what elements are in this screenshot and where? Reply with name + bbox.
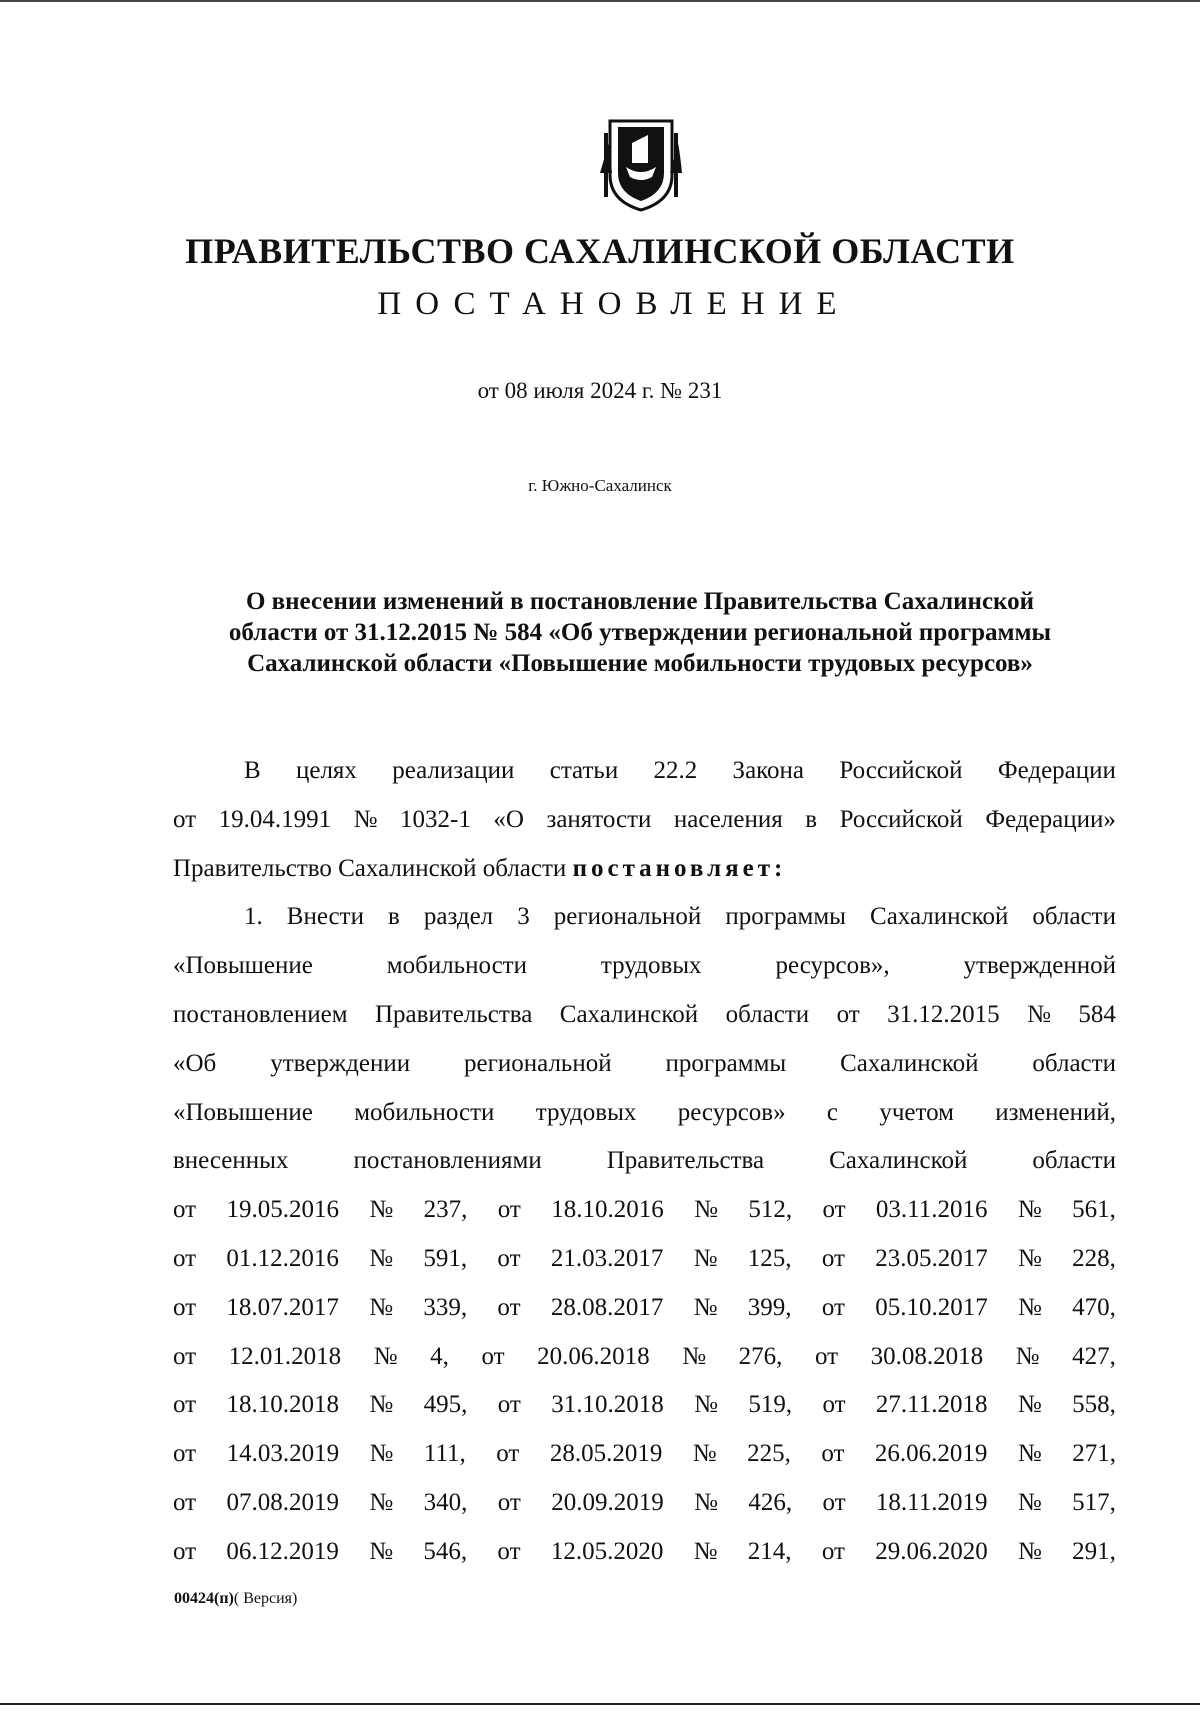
body-word: № (694, 1196, 718, 1224)
resolves-word: постановляет: (572, 854, 787, 882)
body-word: занятости (546, 805, 652, 833)
body-word: 276, (738, 1342, 783, 1370)
body-word: области (1032, 903, 1116, 931)
body-word: от (173, 1342, 197, 1370)
body-word: Внести (286, 903, 364, 931)
body-word: № (369, 1244, 394, 1272)
body-word: 291, (1072, 1537, 1116, 1565)
body-word: 519, (748, 1391, 793, 1419)
body-word: 214, (747, 1537, 792, 1565)
body-word: 21.03.2017 (550, 1244, 664, 1272)
body-word: В (244, 757, 261, 784)
body-word: трудовых (600, 952, 702, 980)
body-word: от (497, 1391, 521, 1419)
body-word: № (369, 1537, 394, 1565)
body-word: № (1018, 1293, 1042, 1321)
body-word: 28.08.2017 (550, 1293, 664, 1321)
body-line (173, 1479, 1116, 1528)
body-word: Российской (839, 757, 963, 784)
body-word: от (173, 1244, 197, 1272)
body-word: от (173, 1440, 197, 1468)
body-word: 31.12.2015 (887, 1000, 1000, 1028)
body-word: реализации (392, 757, 515, 784)
body-word: 237, (423, 1196, 468, 1224)
body-word: 426, (748, 1488, 793, 1516)
body-word: области (1032, 1147, 1116, 1175)
document-subject (160, 586, 1120, 679)
body-word: № (1015, 1342, 1040, 1370)
body-line (173, 1284, 1116, 1333)
body-word: 18.10.2018 (226, 1391, 339, 1419)
body-word: 225, (747, 1440, 791, 1468)
body-line (173, 747, 1116, 796)
body-word: от (821, 1440, 845, 1468)
body-word: 399, (747, 1293, 792, 1321)
body-word: Федерации» (985, 805, 1116, 833)
body-word: 18.07.2017 (226, 1293, 339, 1321)
body-word: с (826, 1098, 839, 1126)
item-1 (173, 893, 1116, 1576)
subject-line: области от 31.12.2015 № 584 «Об утверждении региональной программы (228, 619, 1052, 646)
document-place: г. Южно-Сахалинск (528, 476, 672, 495)
body-word: № (1027, 1000, 1051, 1028)
body-line (173, 942, 1116, 991)
body-word: ресурсов», (775, 952, 890, 980)
body-word: 07.08.2019 (226, 1488, 339, 1516)
body-word: 470, (1072, 1293, 1116, 1321)
body-word: постановлениями (353, 1147, 542, 1175)
body-word: программы (665, 1049, 787, 1077)
body-line (173, 1137, 1116, 1186)
body-word: 19.05.2016 (226, 1196, 339, 1224)
body-word: учетом (879, 1098, 954, 1126)
body-word: 31.10.2018 (551, 1391, 664, 1419)
body-word: № (1018, 1537, 1042, 1565)
body-word: 01.12.2016 (226, 1244, 339, 1272)
document-body (173, 747, 1116, 1577)
body-word: Сахалинской (559, 1000, 699, 1028)
body-word: № (1018, 1244, 1042, 1272)
body-word: населения (673, 805, 783, 833)
body-word: Федерации (997, 757, 1116, 784)
body-word: Сахалинской (829, 1147, 968, 1175)
body-word: от (173, 805, 197, 833)
body-word: № (1017, 1488, 1042, 1516)
body-word: региональной (553, 903, 702, 931)
body-line (173, 1040, 1116, 1089)
body-word: 03.11.2016 (875, 1196, 988, 1224)
body-word: № (369, 1440, 394, 1468)
body-word: ресурсов» (677, 1098, 786, 1126)
body-word: Сахалинской (840, 1049, 979, 1077)
body-word: от (822, 1488, 846, 1516)
body-line (173, 1235, 1116, 1284)
body-word: 14.03.2019 (226, 1440, 340, 1468)
body-word: 28.05.2019 (549, 1440, 663, 1468)
body-word: от (173, 1488, 197, 1516)
scan-edge-top (0, 0, 1200, 2)
body-word: 4, (430, 1342, 449, 1370)
body-word: от (173, 1293, 197, 1321)
scan-edge-bottom (0, 1703, 1200, 1705)
body-word: от (173, 1537, 197, 1565)
body-word: утверждении (270, 1049, 411, 1077)
body-line (173, 1430, 1116, 1479)
body-word: 22.2 (653, 757, 698, 784)
body-word: № (1017, 1196, 1042, 1224)
body-word: Правительства (374, 1000, 533, 1028)
body-line (173, 991, 1116, 1040)
body-word: № (373, 1342, 398, 1370)
body-word: целях (295, 757, 357, 784)
body-word: 111, (423, 1440, 466, 1468)
body-word: 12.01.2018 (228, 1342, 342, 1370)
body-word: № (369, 1293, 394, 1321)
body-word: 1. (244, 903, 263, 931)
body-word: 06.12.2019 (226, 1537, 339, 1565)
body-word: 546, (423, 1537, 468, 1565)
body-word: от (822, 1391, 846, 1419)
body-word: № (693, 1293, 718, 1321)
body-word: № (682, 1342, 707, 1370)
body-word: от (497, 1537, 521, 1565)
body-word: «Об (173, 1049, 217, 1077)
document-date-number: от 08 июля 2024 г. № 231 (477, 378, 723, 403)
body-word: 584 (1078, 1000, 1116, 1028)
footer-version (174, 1590, 297, 1608)
body-word: 517, (1072, 1488, 1116, 1516)
body-word: № (1017, 1391, 1042, 1419)
body-line (173, 1186, 1116, 1235)
body-word: № (1017, 1440, 1042, 1468)
body-word: от (497, 1196, 521, 1224)
body-word: постановлением (173, 1000, 348, 1028)
body-word: 427, (1072, 1342, 1116, 1370)
body-word: № (369, 1196, 394, 1224)
body-word: № (369, 1391, 394, 1419)
body-word: Сахалинской (870, 903, 1009, 931)
body-word: 20.09.2019 (551, 1488, 664, 1516)
body-word: 05.10.2017 (875, 1293, 988, 1321)
body-word: 3 (517, 903, 530, 931)
subject-line: О внесении изменений в постановление Правительства Сахалинской (245, 588, 1035, 615)
body-word: изменений, (995, 1098, 1116, 1126)
body-word: мобильности (386, 952, 527, 980)
preamble (173, 747, 1116, 845)
body-word: «Повышение (173, 952, 313, 980)
body-word: от (173, 1196, 197, 1224)
body-word: утвержденной (963, 952, 1116, 980)
body-word: «О (493, 805, 524, 833)
body-word: статьи (549, 757, 619, 784)
body-word: 228, (1072, 1244, 1116, 1272)
body-line (173, 1381, 1116, 1430)
body-word: от (836, 1000, 860, 1028)
body-word: «Повышение (173, 1098, 313, 1126)
body-line (173, 796, 1116, 845)
body-word: 18.11.2019 (875, 1488, 988, 1516)
body-word: 26.06.2019 (874, 1440, 988, 1468)
body-word: от (822, 1196, 846, 1224)
body-word: от (821, 1293, 845, 1321)
body-word: мобильности (354, 1098, 495, 1126)
body-word: 339, (423, 1293, 468, 1321)
body-word: 125, (747, 1244, 792, 1272)
body-word: 19.04.1991 (218, 805, 332, 833)
body-word: № (353, 805, 378, 833)
body-word: в (388, 903, 400, 931)
body-word: 12.05.2020 (550, 1537, 664, 1565)
body-word: № (694, 1391, 718, 1419)
body-line (173, 1333, 1116, 1382)
body-word: 23.05.2017 (875, 1244, 988, 1272)
body-word: от (497, 1488, 521, 1516)
body-word: № (369, 1488, 394, 1516)
document-type: ПОСТАНОВЛЕНИЕ (377, 286, 851, 322)
body-line (173, 1089, 1116, 1138)
body-word: 558, (1072, 1391, 1116, 1419)
preamble-last-line (173, 845, 1116, 894)
body-word: № (693, 1537, 718, 1565)
body-word: от (481, 1342, 505, 1370)
body-word: от (497, 1244, 521, 1272)
body-word: от (814, 1342, 839, 1370)
body-word: 512, (748, 1196, 793, 1224)
body-word: 495, (423, 1391, 468, 1419)
body-word: от (821, 1537, 845, 1565)
body-word: области (725, 1000, 810, 1028)
body-word: региональной (464, 1049, 612, 1077)
body-word: от (821, 1244, 845, 1272)
body-word: 340, (423, 1488, 468, 1516)
preamble-text: Правительство Сахалинской области (173, 854, 567, 882)
body-word: Российской (839, 805, 963, 833)
body-word: области (1032, 1049, 1116, 1077)
body-word: № (694, 1488, 718, 1516)
footer-version-label: ( Версия) (233, 1590, 298, 1607)
body-word: 271, (1072, 1440, 1116, 1468)
body-word: 591, (423, 1244, 468, 1272)
body-word: 561, (1072, 1196, 1116, 1224)
body-word: № (693, 1244, 718, 1272)
subject-line: Сахалинской области «Повышение мобильности трудовых ресурсов» (247, 650, 1033, 677)
body-word: от (496, 1440, 520, 1468)
organization-title: ПРАВИТЕЛЬСТВО САХАЛИНСКОЙ ОБЛАСТИ (185, 231, 1015, 271)
body-word: раздел (423, 903, 494, 931)
body-word: № (692, 1440, 717, 1468)
body-word: 1032-1 (400, 805, 471, 833)
body-word: внесенных (173, 1147, 289, 1175)
body-word: 18.10.2016 (551, 1196, 664, 1224)
body-word: от (497, 1293, 521, 1321)
body-line (173, 1528, 1116, 1577)
body-word: трудовых (535, 1098, 637, 1126)
body-word: Правительства (606, 1147, 765, 1175)
body-word: от (173, 1391, 197, 1419)
body-word: 29.06.2020 (875, 1537, 988, 1565)
body-word: 27.11.2018 (875, 1391, 988, 1419)
footer-code: 00424(п) (174, 1590, 234, 1607)
body-word: 20.06.2018 (537, 1342, 650, 1370)
body-word: в (805, 805, 818, 833)
body-word: Закона (732, 757, 805, 784)
body-word: 30.08.2018 (870, 1342, 984, 1370)
body-line (173, 893, 1116, 942)
body-word: программы (725, 903, 846, 931)
coat-of-arms-emblem-icon (596, 113, 686, 213)
